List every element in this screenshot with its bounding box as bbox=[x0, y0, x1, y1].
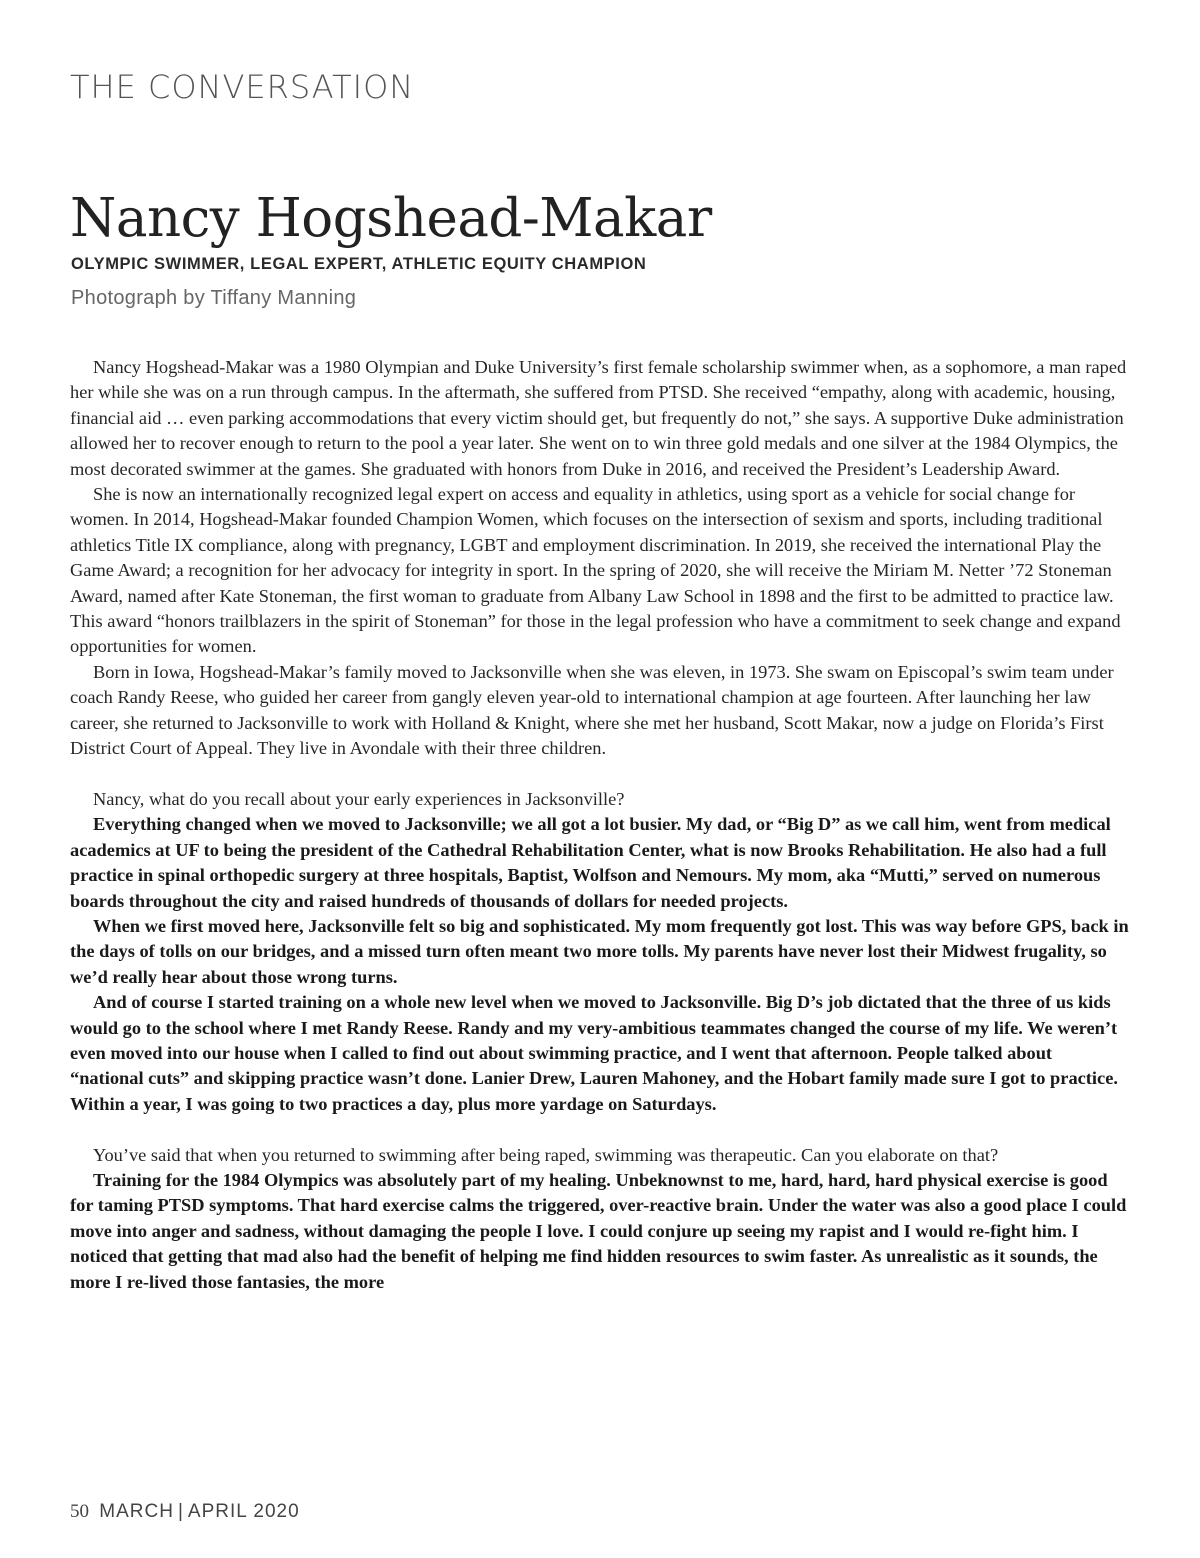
article-subtitle: OLYMPIC SWIMMER, LEGAL EXPERT, ATHLETIC EQUITY CHAMPION bbox=[71, 255, 647, 273]
interview-question: Nancy, what do you recall about your early experiences in Jacksonville? bbox=[93, 788, 625, 809]
issue-date: APRIL 2020 bbox=[187, 1501, 300, 1522]
intro-paragraph: She is now an internationally recognized legal expert on access and equality in athletics, using sport as a vehicle for social change for women. In 2014, Hogshead-Makar founded Champion Women, which focuses on the intersection of sexism and sports, including traditional athletics Title IX compliance, along with pregnancy, LGBT and employment discrimination. In 2019, she received the international Play the Game Award; a recognition for her advocacy for integrity in sport. In the spring of 2020, she will receive the Miriam M. Netter ’72 Stoneman Award, named after Kate Stoneman, the first woman to graduate from Albany Law School in 1898 and the first to be admitted to practice law. This award “honors trailblazers in the spirit of Stoneman” for those in the legal profession who have a commitment to seek change and expand opportunities for women. bbox=[70, 484, 1121, 657]
page-number: 50 bbox=[70, 1501, 89, 1522]
interview-question: You’ve said that when you returned to swimming after being raped, swimming was therapeutic. Can you elaborate on that? bbox=[93, 1144, 999, 1165]
interview-answer: And of course I started training on a whole new level when we moved to Jacksonville. Big D’s job dictated that the three of us kids would go to the school where I met Randy Reese. Randy and my very-ambitious teammates changed the course of my life. We weren’t even moved into our house when I called to find out about swimming practice, and I went that afternoon. People talked about “national cuts” and skipping practice wasn’t done. Lanier Drew, Lauren Mahoney, and the Hobart family made sure I got to practice. Within a year, I was going to two practices a day, plus more yardage on Saturdays. bbox=[70, 992, 1118, 1114]
interview-answer: Training for the 1984 Olympics was absolutely part of my healing. Unbeknownst to me, hard, hard, hard physical exercise is good for taming PTSD symptoms. That hard exercise calms the triggered, over-reactive brain. Under the water was also a good place I could move into anger and sadness, without damaging the people I love. I could conjure up seeing my rapist and I would re-fight him. I noticed that getting that mad also had the benefit of helping me find hidden resources to swim faster. As unrealistic as it sounds, the more I re-lived those fantasies, the more bbox=[70, 1169, 1127, 1292]
section-label: THE CONVERSATION bbox=[70, 68, 415, 106]
footer-separator: | bbox=[177, 1501, 184, 1522]
issue-month: MARCH bbox=[99, 1501, 174, 1522]
article-body bbox=[70, 355, 1130, 1295]
page-footer bbox=[70, 1501, 300, 1523]
interview-answer: Everything changed when we moved to Jacksonville; we all got a lot busier. My dad, or “Big D” as we call him, went from medical academics at UF to being the president of the Cathedral Rehabilitation Center, what is now Brooks Rehabilitation. He also had a full practice in spinal orthopedic surgery at three hospitals, Baptist, Wolfson and Nemours. My mom, aka “Mutti,” served on numerous boards throughout the city and raised hundreds of thousands of dollars for needed projects. bbox=[70, 814, 1111, 911]
article-title: Nancy Hogshead-Makar bbox=[70, 188, 712, 249]
intro-paragraph: Born in Iowa, Hogshead-Makar’s family moved to Jacksonville when she was eleven, in 1973. She swam on Episcopal’s swim team under coach Randy Reese, who guided her career from gangly eleven year-old to international champion at age fourteen. After launching her law career, she returned to Jacksonville to work with Holland & Knight, where she met her husband, Scott Makar, now a judge on Florida’s First District Court of Appeal. They live in Avondale with their three children. bbox=[70, 661, 1114, 759]
intro-paragraph: Nancy Hogshead-Makar was a 1980 Olympian and Duke University’s first female scholarship swimmer when, as a sophomore, a man raped her while she was on a run through campus. In the aftermath, she suffered from PTSD. She received “empathy, along with academic, housing, financial aid … even parking accommodations that every victim should get, but frequently do not,” she says. A supportive Duke administration allowed her to recover enough to return to the pool a year later. She went on to win three gold medals and one silver at the 1984 Olympics, the most decorated swimmer at the games. She graduated with honors from Duke in 2016, and received the President’s Leadership Award. bbox=[70, 357, 1127, 479]
interview-answer: When we first moved here, Jacksonville felt so big and sophisticated. My mom frequently got lost. This was way before GPS, back in the days of tolls on our bridges, and a missed turn often meant two more tolls. My parents have never lost their Midwest frugality, so we’d really hear about those wrong turns. bbox=[70, 915, 1129, 987]
photo-credit: Photograph by Tiffany Manning bbox=[71, 287, 357, 309]
